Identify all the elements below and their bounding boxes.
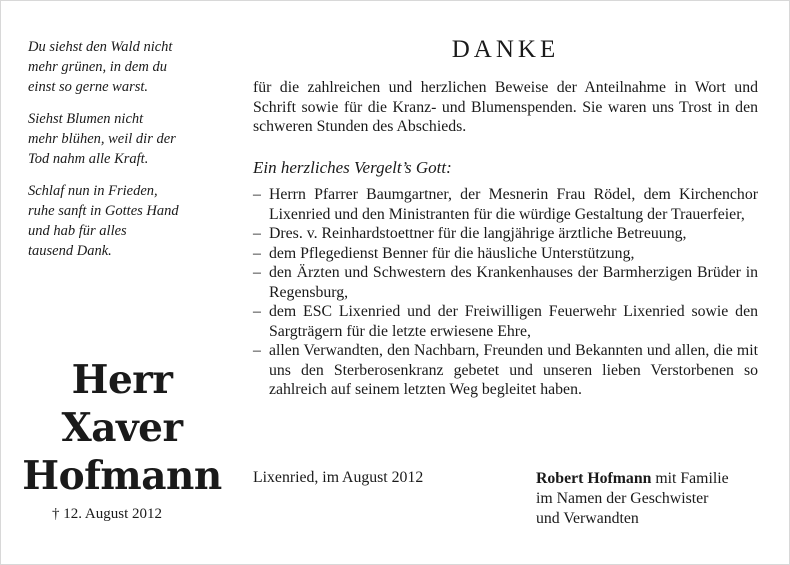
poem-line: Du siehst den Wald nicht: [28, 39, 173, 55]
list-item: – Herrn Pfarrer Baumgartner, der Mesnerin Frau Rödel, dem Kirchenchor Lixenried und den Ministranten für die würdige Gestaltung der Trauerfeier,: [253, 185, 758, 224]
list-item: – allen Verwandten, den Nachbarn, Freunden und Bekannten und allen, die mit uns den Sterberosenkranz gebetet und unseren lieben Verstorbenen so zahlreich auf seinem letzten Weg begleitet haben.: [253, 341, 758, 400]
signature-line-1-rest: mit Familie: [651, 470, 729, 487]
poem: [28, 37, 228, 273]
thanks-list: [253, 185, 758, 400]
name-line: Herr: [71, 357, 173, 403]
death-date: † 12. August 2012: [51, 506, 162, 522]
list-item: – dem ESC Lixenried und der Freiwilligen Feuerwehr Lixenried sowie den Sargträgern für die letzte erwiesene Ehre,: [253, 302, 758, 341]
poem-line: und hab für alles: [28, 223, 127, 239]
signer-name: Robert Hofmann: [536, 470, 652, 487]
poem-line: mehr grünen, in dem du: [28, 59, 167, 75]
list-item: – den Ärzten und Schwestern des Krankenhauses der Barmherzigen Brüder in Regensburg,: [253, 263, 758, 302]
poem-stanza-3: [28, 181, 228, 261]
poem-line: tausend Dank.: [28, 243, 112, 259]
name-line: Hofmann: [22, 453, 222, 499]
poem-stanza-2: [28, 109, 228, 169]
signature: [536, 469, 766, 529]
place-date: Lixenried, im August 2012: [253, 469, 424, 486]
list-item: – Dres. v. Reinhardstoettner für die langjährige ärztliche Betreuung,: [253, 224, 758, 244]
poem-line: Schlaf nun in Frieden,: [28, 183, 158, 199]
poem-line: Tod nahm alle Kraft.: [28, 151, 149, 167]
deceased-name: [0, 356, 244, 500]
list-item: – dem Pflegedienst Benner für die häusliche Unterstützung,: [253, 244, 758, 264]
poem-line: einst so gerne warst.: [28, 79, 149, 95]
signature-line-2: im Namen der Geschwister: [536, 490, 709, 507]
intro-text: für die zahlreichen und herzlichen Beweise der Anteilnahme in Wort und Schrift sowie für die Kranz- und Blumenspenden. Sie waren uns Trost in den schweren Stunden des Abschieds.: [253, 79, 758, 135]
signature-line-1: [536, 469, 766, 489]
poem-stanza-1: [28, 37, 228, 97]
name-line: Xaver: [61, 405, 183, 451]
poem-line: ruhe sanft in Gottes Hand: [28, 203, 179, 219]
signature-line-3: und Verwandten: [536, 510, 639, 527]
poem-line: Siehst Blumen nicht: [28, 111, 144, 127]
notice-title: DANKE: [451, 36, 560, 63]
poem-line: mehr blühen, weil dir der: [28, 131, 176, 147]
thanks-heading: Ein herzliches Vergelt’s Gott:: [253, 158, 452, 177]
